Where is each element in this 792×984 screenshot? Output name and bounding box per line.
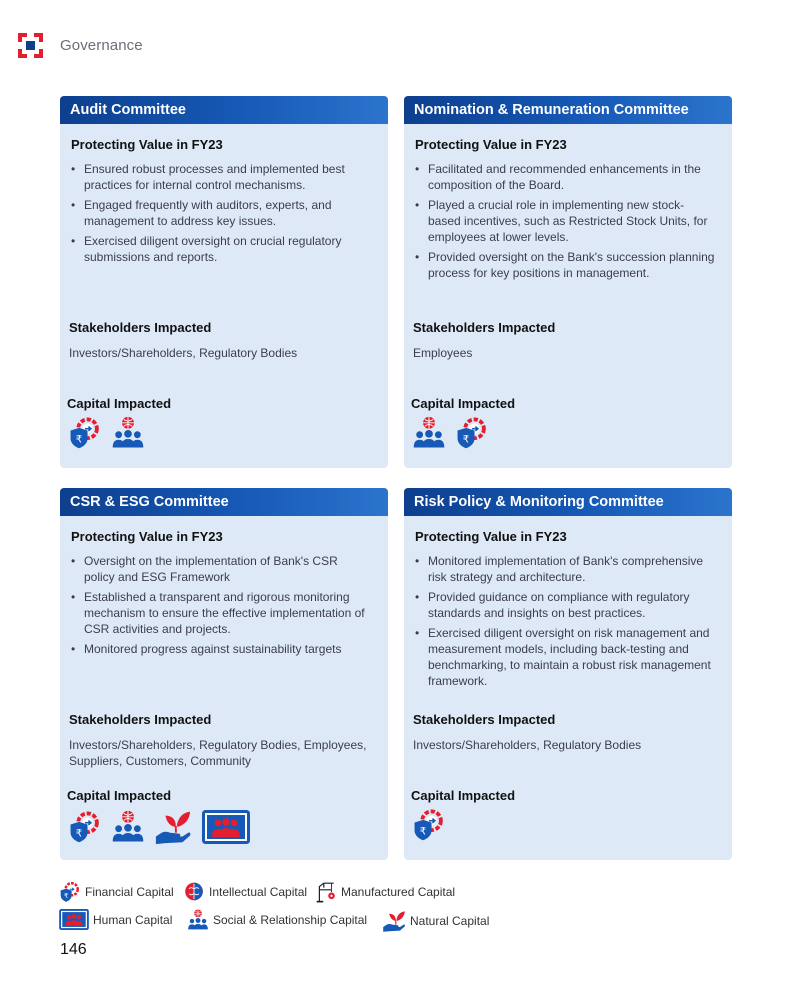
capital-icons [412,808,455,842]
list-item: • Oversight on the implementation of Bank's CSR policy and ESG Framework [71,553,371,585]
stakeholders-title: Stakeholders Impacted [69,320,212,335]
legend-label: Social & Relationship Capital [213,913,368,927]
bullet-list [415,553,715,693]
protecting-value-title: Protecting Value in FY23 [415,529,567,544]
list-item: • Facilitated and recommended enhancements in the composition of the Board. [415,161,715,193]
legend-label: Human Capital [93,912,173,927]
card-title: Risk Policy & Monitoring Committee [404,488,732,516]
natural-capital-icon [382,909,406,933]
human-capital-icon [201,810,251,844]
list-item: • Exercised diligent oversight on risk management and measurement models, including back-testing and benchmarking, to maintain a robust risk management framework. [415,625,715,689]
protecting-value-title: Protecting Value in FY23 [71,529,223,544]
legend-item-social [187,909,367,931]
nomination-remuneration-committee-card [404,96,732,468]
financial-capital-icon [455,416,489,450]
list-item: • Engaged frequently with auditors, experts, and management to address key issues. [71,197,371,229]
social-relationship-capital-icon [111,810,145,844]
capital-title: Capital Impacted [67,788,172,803]
legend-label: Intellectual Capital [209,885,308,899]
csr-esg-committee-card [60,488,388,860]
manufactured-capital-icon [315,881,337,903]
legend-item-intellectual [183,881,307,903]
protecting-value-title: Protecting Value in FY23 [415,137,567,152]
card-title: CSR & ESG Committee [60,488,388,516]
capital-icons [412,416,498,450]
card-title: Audit Committee [60,96,388,124]
protecting-value-title: Protecting Value in FY23 [71,137,223,152]
list-item: • Played a crucial role in implementing new stock-based incentives, such as Restricted Stock Units, for employees at lower levels. [415,197,715,245]
natural-capital-icon [154,808,192,846]
list-item: • Exercised diligent oversight on crucial regulatory submissions and reports. [71,233,371,265]
stakeholders-text: Investors/Shareholders, Regulatory Bodies [413,738,642,752]
bullet-list [415,161,715,285]
stakeholders-text: Employees [413,346,473,360]
social-relationship-capital-icon [412,416,446,450]
list-item: • Ensured robust processes and implemented best practices for internal control mechanisms. [71,161,371,193]
financial-capital-icon [412,808,446,842]
legend-label: Natural Capital [410,914,490,928]
page-number: 146 [60,941,87,958]
list-item: • Provided guidance on compliance with regulatory standards and insights on best practices. [415,589,715,621]
capital-title: Capital Impacted [411,788,516,803]
financial-capital-icon [59,881,81,903]
legend-item-financial [59,881,174,903]
list-item: • Established a transparent and rigorous monitoring mechanism to ensure the effective implementation of CSR activities and projects. [71,589,371,637]
bullet-list [71,161,371,269]
stakeholders-title: Stakeholders Impacted [69,712,212,727]
stakeholders-text: Investors/Shareholders, Regulatory Bodies [69,346,298,360]
list-item: • Monitored progress against sustainability targets [71,641,371,657]
stakeholders-title: Stakeholders Impacted [413,712,556,727]
page-header [18,33,143,58]
capital-title: Capital Impacted [67,396,172,411]
social-relationship-capital-icon [111,416,145,450]
stakeholders-title: Stakeholders Impacted [413,320,556,335]
legend-item-natural [382,909,489,933]
financial-capital-icon [68,810,102,844]
list-item: • Provided oversight on the Bank's succession planning process for key positions in management. [415,249,715,281]
financial-capital-icon [68,416,102,450]
legend-item-human [59,909,172,930]
risk-policy-monitoring-committee-card [404,488,732,860]
intellectual-capital-icon [183,881,205,903]
social-relationship-capital-icon [187,909,209,931]
legend-item-manufactured [315,881,455,903]
human-capital-icon [59,909,89,930]
bank-logo-icon [18,33,43,58]
audit-committee-card [60,96,388,468]
capital-title: Capital Impacted [411,396,516,411]
capital-icons [68,808,260,846]
card-title: Nomination & Remuneration Committee [404,96,732,124]
legend-label: Financial Capital [85,885,174,899]
section-title: Governance [60,37,143,54]
capital-icons [68,416,154,450]
legend-label: Manufactured Capital [341,885,456,899]
list-item: • Monitored implementation of Bank's comprehensive risk strategy and architecture. [415,553,715,585]
stakeholders-text: Investors/Shareholders, Regulatory Bodies, Employees, Suppliers, Customers, Community [69,738,367,768]
bullet-list [71,553,371,661]
